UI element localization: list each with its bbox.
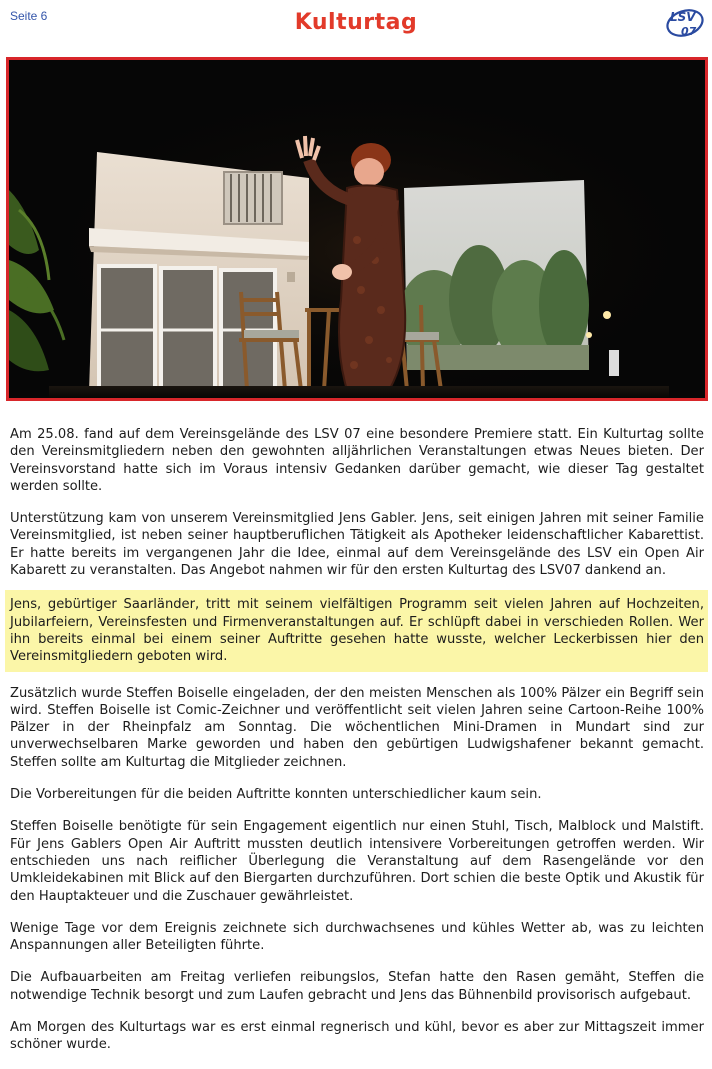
article-paragraph: Am 25.08. fand auf dem Vereinsgelände des LSV 07 eine besondere Premiere statt. Ein Kulturtag sollte den Vereinsmitgliedern neben den gewohnten alljährlichen Veranstaltungen etwas Neues bieten. Der Vereinsvorstand hatte sich im Voraus intensiv Gedanken darüber gemacht, wie dieser Tag gestaltet werden sollte.	[10, 427, 704, 494]
article-body	[10, 426, 704, 1069]
article-paragraph: Unterstützung kam von unserem Vereinsmitglied Jens Gabler. Jens, seit einigen Jahren mit seiner Familie Vereinsmitglied, ist neben seiner hauptberuflichen Tätigkeit als Apotheker leidenschaftlicher Kabarettist. Er hatte bereits im vergangenen Jahr die Idee, einmal auf dem Vereinsgelände des LSV ein Open Air Kabarett zu veranstalten. Das Angebot nahmen wir für den ersten Kulturtag des LSV07 dankend an.	[10, 511, 704, 579]
article-paragraph: Die Aufbauarbeiten am Freitag verliefen reibungslos, Stefan hatte den Rasen gemäht, Steffen die notwendige Technik besorgt und zum Laufen gebracht und Jens das Bühnenbild provisorisch aufgebaut.	[10, 970, 704, 1003]
article-paragraph: Wenige Tage vor dem Ereignis zeichnete sich durchwachsenes und kühles Wetter ab, was zu leichten Anspannungen aller Beteiligten führte.	[10, 920, 704, 954]
svg-text:LSV: LSV	[670, 10, 696, 24]
page-number: Seite 6	[10, 9, 48, 23]
page-title: Kulturtag	[294, 10, 418, 35]
stage-photo	[6, 57, 708, 401]
lsv-logo	[664, 6, 704, 38]
article-paragraph: Zusätzlich wurde Steffen Boiselle eingeladen, der den meisten Menschen als 100% Pälzer ein Begriff sein wird. Steffen Boiselle ist Comic-Zeichner und veröffentlicht seit vielen Jahren seine Cartoon-Reihe 100% Pälzer in der Rheinpfalz am Sonntag. Die wöchentlichen Mini-Dramen in Mundart sind zur unverwechselbaren Marke geworden und haben den gebürtigen Ludwigshafener bekannt gemacht. Steffen sollte am Kulturtag die Mitglieder zeichnen.	[10, 685, 704, 770]
article-paragraph: Die Vorbereitungen für die beiden Auftritte konnten unterschiedlicher kaum sein.	[10, 787, 542, 803]
article-paragraph: Steffen Boiselle benötigte für sein Engagement eigentlich nur einen Stuhl, Tisch, Malblock und Malstift. Für Jens Gablers Open Air Auftritt mussten deutlich intensivere Vorbereitungen getroffen werden. Wir entschieden uns nach reiflicher Überlegung die Veranstaltung auf dem Rasengelände vor den Umkleidekabinen mit Blick auf den Biergarten durchzuführen. Dort schien die beste Optik und Akustik für den Hauptakteuer und die Zuschauer gewährleistet.	[10, 819, 704, 904]
svg-text:07: 07	[681, 25, 697, 38]
stage-photo-image	[9, 60, 705, 398]
lsv-logo-icon	[664, 6, 704, 38]
article-paragraph-highlighted: Jens, gebürtiger Saarländer, tritt mit seinem vielfältigen Programm seit vielen Jahren auf Hochzeiten, Jubilarfeiern, Vereinsfesten und Firmenveranstaltungen auf. Er schlüpft dabei in verschieden Rollen. Wer ihn bereits einmal bei einem seiner Auftritte gesehen hatte wusste, welcher Leckerbissen hier den Vereinsmitgliedern geboten wird.	[5, 590, 708, 671]
article-paragraph: Am Morgen des Kulturtags war es erst einmal regnerisch und kühl, bevor es aber zur Mittagszeit immer schöner wurde.	[10, 1020, 704, 1053]
